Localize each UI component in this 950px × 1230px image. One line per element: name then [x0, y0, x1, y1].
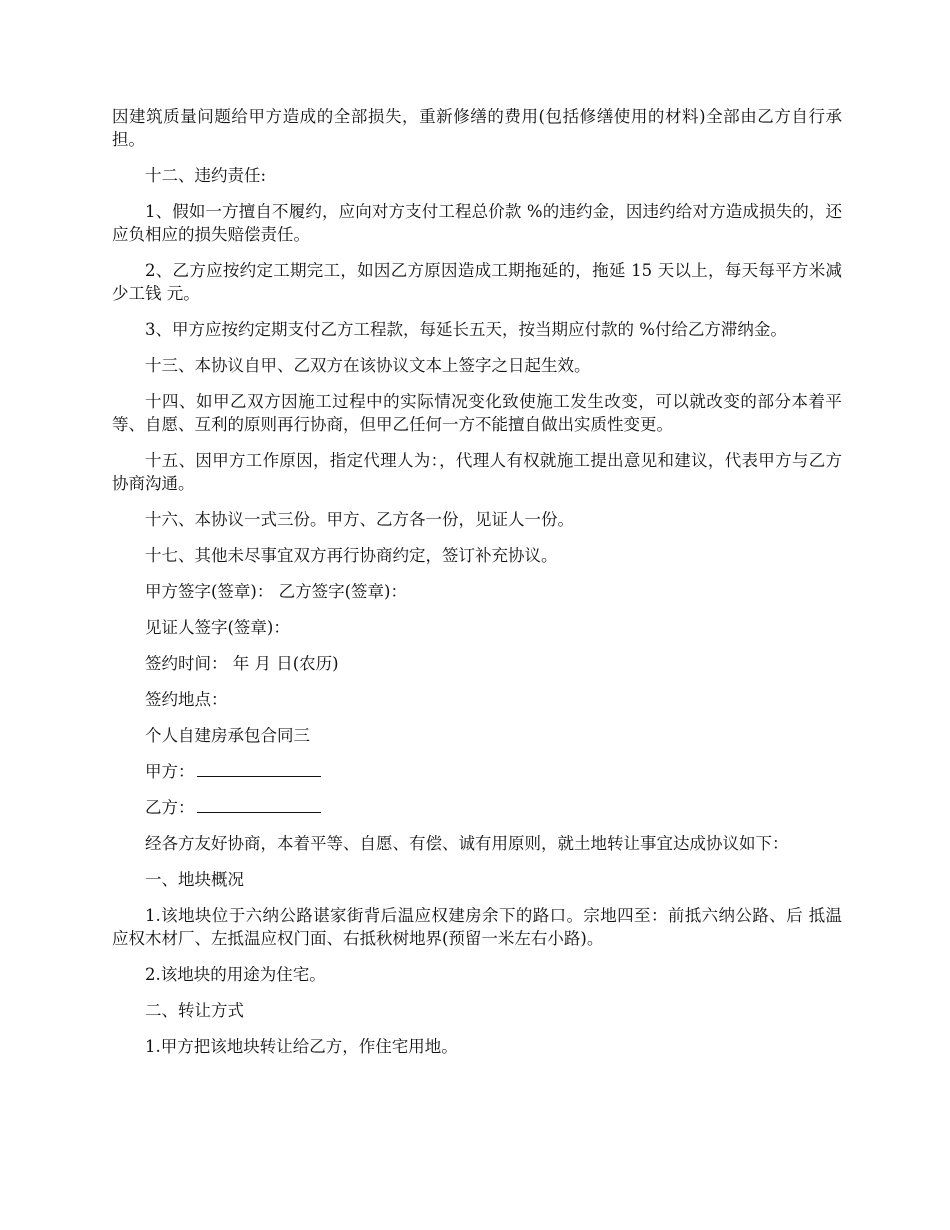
- party-b-line: [112, 796, 842, 819]
- clause-14: 十四、如甲乙双方因施工过程中的实际情况变化致使施工发生改变，可以就改变的部分本着平等、自愿、互利的原则再行协商，但甲乙任何一方不能擅自做出实质性变更。: [112, 392, 842, 434]
- preamble: 经各方友好协商，本着平等、自愿、有偿、诚有用原则，就土地转让事宜达成协议如下：: [145, 834, 789, 853]
- paragraph-continuation: 因建筑质量问题给甲方造成的全部损失，重新修缮的费用(包括修缮使用的材料)全部由乙方自行承担。: [112, 107, 842, 149]
- party-b-blank: [197, 797, 321, 813]
- clause-breach-3: 3、甲方应按约定期支付乙方工程款，每延长五天，按当期应付款的 %付给乙方滞纳金。: [145, 320, 787, 339]
- heading-transfer-method: 二、转让方式: [145, 1001, 244, 1020]
- clause-breach-1: 1、假如一方擅自不履约，应向对方支付工程总价款 %的违约金，因违约给对方造成损失的，还应负相应的损失赔偿责任。: [112, 202, 842, 244]
- plot-location: 1.该地块位于六纳公路谌家街背后温应权建房余下的路口。宗地四至：前抵六纳公路、后 抵温应权木材厂、左抵温应权门面、右抵秋树地界(预留一米左右小路)。: [112, 906, 842, 948]
- heading-breach-liability: 十二、违约责任:: [145, 166, 267, 185]
- party-a-blank: [197, 761, 321, 777]
- clause-16: 十六、本协议一式三份。甲方、乙方各一份，见证人一份。: [145, 510, 574, 529]
- contract-title: 个人自建房承包合同三: [145, 726, 310, 745]
- transfer-clause-1: 1.甲方把该地块转让给乙方，作住宅用地。: [145, 1037, 458, 1056]
- plot-usage: 2.该地块的用途为住宅。: [145, 965, 326, 984]
- clause-13: 十三、本协议自甲、乙双方在该协议文本上签字之日起生效。: [145, 356, 591, 375]
- signing-date: 签约时间： 年 月 日(农历): [145, 654, 339, 673]
- heading-plot-overview: 一、地块概况: [145, 870, 244, 889]
- signing-place: 签约地点：: [145, 690, 228, 709]
- clause-breach-2: 2、乙方应按约定工期完工，如因乙方原因造成工期拖延的，拖延 15 天以上，每天每平方米减少工钱 元。: [112, 261, 842, 303]
- document-body: [112, 105, 842, 1071]
- party-b-label: 乙方：: [145, 798, 195, 817]
- signature-line-witness: 见证人签字(签章)：: [145, 618, 290, 637]
- signature-line-parties: 甲方签字(签章)： 乙方签字(签章)：: [145, 582, 407, 601]
- clause-17: 十七、其他未尽事宜双方再行协商约定，签订补充协议。: [145, 546, 558, 565]
- clause-15: 十五、因甲方工作原因，指定代理人为：，代理人有权就施工提出意见和建议，代表甲方与乙方协商沟通。: [112, 451, 842, 493]
- party-a-line: [112, 760, 842, 783]
- party-a-label: 甲方：: [145, 762, 195, 781]
